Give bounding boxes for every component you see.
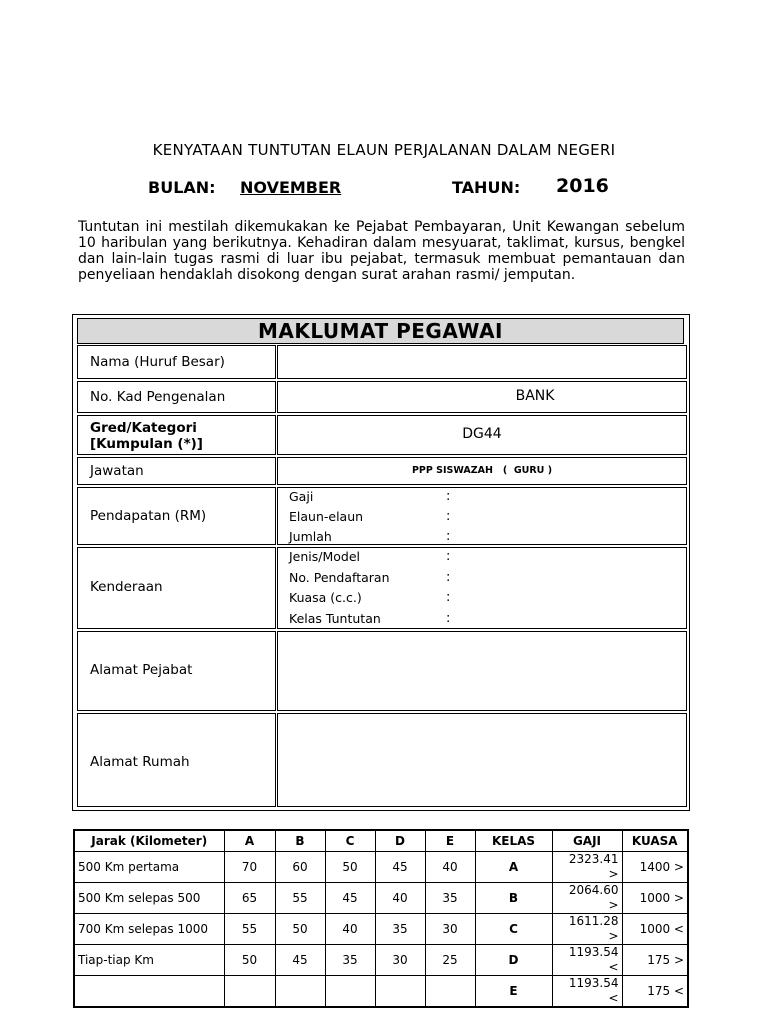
table-cell: 25 (425, 945, 475, 976)
colon: : (446, 549, 451, 564)
employee-info-form (72, 314, 690, 811)
table-cell: 40 (375, 883, 425, 914)
month-label: BULAN: (148, 178, 216, 197)
header-kelas: KELAS (475, 830, 552, 852)
table-cell (375, 976, 425, 1008)
pendapatan-jumlah-label: Jumlah (289, 529, 332, 544)
kenderaan-kuasa-label: Kuasa (c.c.) (289, 590, 362, 605)
table-cell: 1611.28 > (552, 914, 622, 945)
table-cell: 1193.54 < (552, 976, 622, 1008)
table-cell (275, 976, 325, 1008)
table-cell: 55 (275, 883, 325, 914)
kenderaan-label-cell (77, 547, 276, 629)
nama-field[interactable] (277, 345, 687, 379)
alamat-rumah-label: Alamat Rumah (90, 754, 190, 770)
table-cell: C (475, 914, 552, 945)
table-cell: 50 (325, 852, 375, 883)
table-cell: 30 (425, 914, 475, 945)
header-gaji: GAJI (552, 830, 622, 852)
kad-field[interactable] (277, 381, 687, 413)
table-header-row (74, 830, 688, 852)
pendapatan-label: Pendapatan (RM) (90, 508, 207, 524)
pendapatan-field[interactable] (277, 487, 687, 545)
table-cell: 45 (375, 852, 425, 883)
kad-label-cell (77, 381, 276, 413)
year-label: TAHUN: (452, 178, 521, 197)
colon: : (446, 529, 451, 544)
table-cell: 175 < (622, 976, 688, 1008)
table-cell: 500 Km pertama (74, 852, 224, 883)
colon: : (446, 509, 451, 524)
table-cell: 70 (224, 852, 275, 883)
header-c: C (325, 830, 375, 852)
jawatan-field[interactable] (277, 457, 687, 485)
alamat-pejabat-label-cell (77, 631, 276, 711)
table-cell: 2064.60 > (552, 883, 622, 914)
year-value: 2016 (556, 175, 609, 197)
table-cell: 65 (224, 883, 275, 914)
colon: : (446, 611, 451, 626)
kad-label: No. Kad Pengenalan (90, 389, 226, 405)
nama-label-cell (77, 345, 276, 379)
header-a: A (224, 830, 275, 852)
table-row (74, 914, 688, 945)
table-cell: 700 Km selepas 1000 (74, 914, 224, 945)
table-cell: 1000 < (622, 914, 688, 945)
table-row (74, 945, 688, 976)
table-cell: 60 (275, 852, 325, 883)
alamat-rumah-field[interactable] (277, 713, 687, 807)
kenderaan-pendaftaran-label: No. Pendaftaran (289, 570, 390, 585)
table-cell: 40 (325, 914, 375, 945)
table-cell (325, 976, 375, 1008)
header-e: E (425, 830, 475, 852)
table-cell: 175 > (622, 945, 688, 976)
intro-paragraph: Tuntutan ini mestilah dikemukakan ke Pejabat Pembayaran, Unit Kewangan sebelum 10 haribulan yang berikutnya. Kehadiran dalam mesyuarat, taklimat, kursus, bengkel dan lain-lain tugas rasmi di luar ibu pejabat, termasuk membuat pemantauan dan penyeliaan hendaklah disokong dengan surat arahan rasmi/ jemputan. (78, 219, 685, 283)
table-cell: 45 (325, 883, 375, 914)
table-cell: 500 Km selepas 500 (74, 883, 224, 914)
pendapatan-elaun-label: Elaun-elaun (289, 509, 364, 524)
table-cell: 1193.54 < (552, 945, 622, 976)
gred-field[interactable] (277, 415, 687, 455)
header-jarak: Jarak (Kilometer) (74, 830, 224, 852)
nama-label: Nama (Huruf Besar) (90, 354, 225, 370)
month-value: NOVEMBER (240, 178, 342, 197)
kenderaan-kelas-label: Kelas Tuntutan (289, 611, 381, 626)
table-cell: 50 (224, 945, 275, 976)
colon: : (446, 570, 451, 585)
table-cell: B (475, 883, 552, 914)
colon: : (446, 489, 451, 504)
header-kuasa: KUASA (622, 830, 688, 852)
form-title: MAKLUMAT PEGAWAI (77, 318, 684, 344)
kenderaan-jenis-label: Jenis/Model (289, 549, 361, 564)
jawatan-label-cell (77, 457, 276, 485)
gred-value: DG44 (462, 426, 502, 442)
gred-label-cell (77, 415, 276, 455)
table-cell: 2323.41 > (552, 852, 622, 883)
mileage-rates-table (73, 829, 689, 1008)
gred-label-2: [Kumpulan (*)] (90, 436, 203, 452)
jawatan-label: Jawatan (90, 463, 144, 479)
document-title: KENYATAAN TUNTUTAN ELAUN PERJALANAN DALAM NEGERI (152, 141, 616, 159)
pendapatan-label-cell (77, 487, 276, 545)
table-cell: 55 (224, 914, 275, 945)
table-cell: 30 (375, 945, 425, 976)
kenderaan-field[interactable] (277, 547, 687, 629)
table-row (74, 883, 688, 914)
table-cell: 35 (425, 883, 475, 914)
table-cell (74, 976, 224, 1008)
pendapatan-gaji-label: Gaji (289, 489, 314, 504)
table-row (74, 852, 688, 883)
table-row (74, 976, 688, 1008)
kad-value: BANK (515, 388, 555, 404)
table-cell (425, 976, 475, 1008)
table-cell: D (475, 945, 552, 976)
table-cell: 50 (275, 914, 325, 945)
alamat-pejabat-field[interactable] (277, 631, 687, 711)
gred-label-1: Gred/Kategori (90, 420, 197, 436)
header-b: B (275, 830, 325, 852)
alamat-pejabat-label: Alamat Pejabat (90, 662, 193, 678)
table-cell: 45 (275, 945, 325, 976)
jawatan-value: PPP SISWAZAH ( GURU ) (411, 465, 553, 476)
table-cell: 40 (425, 852, 475, 883)
table-cell: 35 (325, 945, 375, 976)
table-cell: 35 (375, 914, 425, 945)
table-cell: E (475, 976, 552, 1008)
table-cell: Tiap-tiap Km (74, 945, 224, 976)
table-cell (224, 976, 275, 1008)
table-cell: 1400 > (622, 852, 688, 883)
table-cell: A (475, 852, 552, 883)
colon: : (446, 590, 451, 605)
header-d: D (375, 830, 425, 852)
alamat-rumah-label-cell (77, 713, 276, 807)
kenderaan-label: Kenderaan (90, 579, 163, 595)
table-cell: 1000 > (622, 883, 688, 914)
